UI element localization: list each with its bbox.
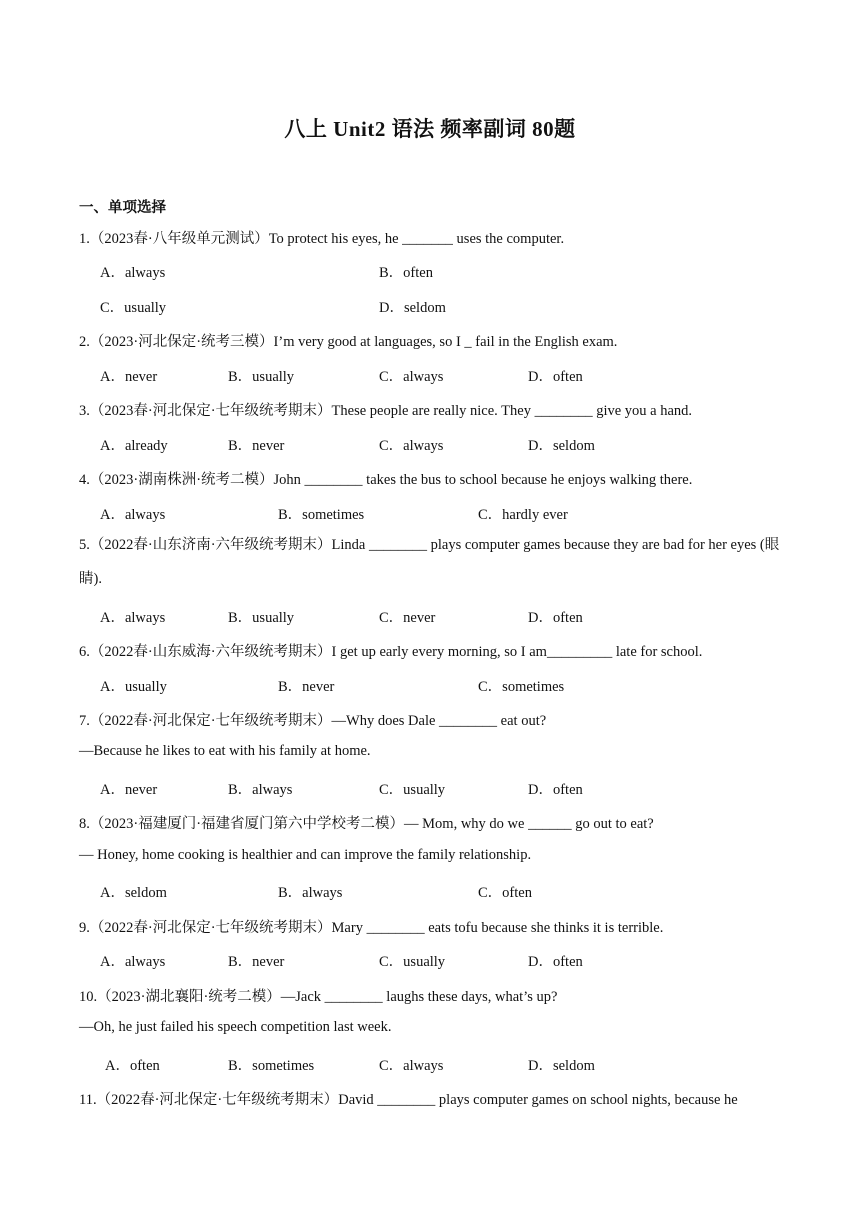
- q5-option-b: B．usually: [228, 610, 295, 626]
- q1-option-a: A．always: [100, 265, 166, 281]
- q4-option-a: A．always: [100, 507, 166, 523]
- question-10-reply: —Oh, he just failed his speech competition last week.: [79, 1019, 392, 1035]
- q3-option-c: C．always: [379, 438, 444, 454]
- section-heading: 一、单项选择: [79, 200, 166, 216]
- question-2: 2.（2023·河北保定·统考三模）I’m very good at languages, so I _ fail in the English exam.: [79, 334, 618, 350]
- q2-option-d: D．often: [528, 369, 583, 385]
- q7-option-d: D．often: [528, 782, 583, 798]
- q10-option-c: C．always: [379, 1058, 444, 1074]
- question-4: 4.（2023·湖南株洲·统考二模）John ________ takes the bus to school because he enjoys walking there.: [79, 472, 693, 488]
- q4-option-b: B．sometimes: [278, 507, 365, 523]
- q5-option-d: D．often: [528, 610, 583, 626]
- page-title: 八上 Unit2 语法 频率副词 80题: [284, 117, 576, 141]
- q7-option-b: B．always: [228, 782, 293, 798]
- q3-option-d: D．seldom: [528, 438, 595, 454]
- q10-option-a: A．often: [105, 1058, 160, 1074]
- q2-option-a: A．never: [100, 369, 158, 385]
- q9-option-a: A．always: [100, 954, 166, 970]
- q1-option-b: B．often: [379, 265, 433, 281]
- q1-option-c: C．usually: [100, 300, 167, 316]
- question-11: 11.（2022春·河北保定·七年级统考期末）David ________ plays computer games on school nights, because he: [79, 1092, 738, 1108]
- q8-option-b: B．always: [278, 885, 343, 901]
- q8-option-a: A．seldom: [100, 885, 167, 901]
- q9-option-d: D．often: [528, 954, 583, 970]
- q3-option-b: B．never: [228, 438, 285, 454]
- q6-option-c: C．sometimes: [478, 679, 565, 695]
- q10-option-b: B．sometimes: [228, 1058, 315, 1074]
- q8-option-c: C．often: [478, 885, 532, 901]
- question-6: 6.（2022春·山东威海·六年级统考期末）I get up early every morning, so I am_________ late for school.: [79, 644, 703, 660]
- question-1: 1.（2023春·八年级单元测试）To protect his eyes, he _______ uses the computer.: [79, 231, 565, 247]
- question-7: 7.（2022春·河北保定·七年级统考期末）—Why does Dale ________ eat out?: [79, 713, 547, 729]
- question-8-reply: — Honey, home cooking is healthier and can improve the family relationship.: [79, 847, 532, 863]
- q10-option-d: D．seldom: [528, 1058, 595, 1074]
- question-7-reply: —Because he likes to eat with his family at home.: [79, 743, 371, 759]
- q3-option-a: A．already: [100, 438, 168, 454]
- q2-option-b: B．usually: [228, 369, 295, 385]
- q6-option-b: B．never: [278, 679, 335, 695]
- q9-option-b: B．never: [228, 954, 285, 970]
- q7-option-a: A．never: [100, 782, 158, 798]
- q9-option-c: C．usually: [379, 954, 446, 970]
- q7-option-c: C．usually: [379, 782, 446, 798]
- question-8: 8.（2023·福建厦门·福建省厦门第六中学校考二模）— Mom, why do we ______ go out to eat?: [79, 816, 654, 832]
- q2-option-c: C．always: [379, 369, 444, 385]
- question-10: 10.（2023·湖北襄阳·统考二模）—Jack ________ laughs these days, what’s up?: [79, 989, 558, 1005]
- question-5: 5.（2022春·山东济南·六年级统考期末）Linda ________ plays computer games because they are bad for her eyes (眼睛).: [79, 537, 780, 587]
- q5-option-a: A．always: [100, 610, 166, 626]
- question-3: 3.（2023春·河北保定·七年级统考期末）These people are really nice. They ________ give you a hand.: [79, 403, 693, 419]
- q4-option-c: C．hardly ever: [478, 507, 568, 523]
- q5-option-c: C．never: [379, 610, 436, 626]
- q6-option-a: A．usually: [100, 679, 167, 695]
- question-9: 9.（2022春·河北保定·七年级统考期末）Mary ________ eats tofu because she thinks it is terrible.: [79, 920, 664, 936]
- q1-option-d: D．seldom: [379, 300, 446, 316]
